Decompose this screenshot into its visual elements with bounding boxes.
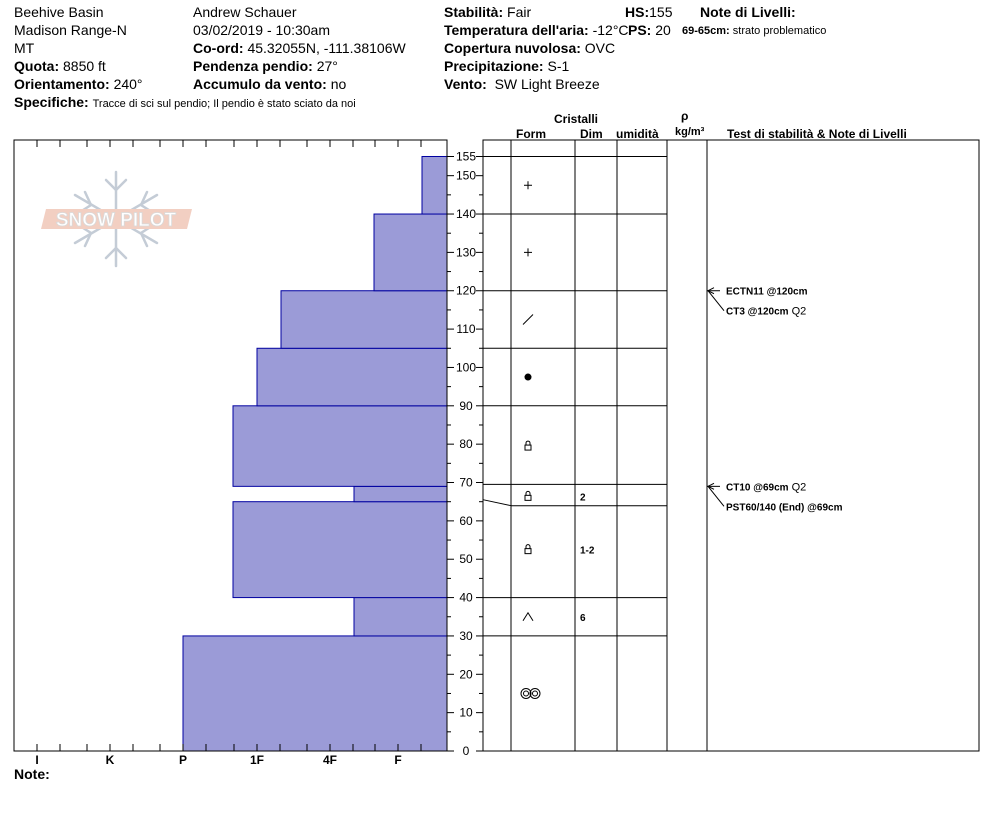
state: MT xyxy=(14,40,35,56)
depth-tick-label: 110 xyxy=(456,322,476,337)
cloud-label: Copertura nuvolosa: xyxy=(444,40,581,56)
precip-value: S-1 xyxy=(547,58,570,74)
caret-icon xyxy=(523,613,533,621)
hardness-label-p: P xyxy=(178,753,188,767)
coord-label: Co-ord: xyxy=(193,40,244,56)
depth-tick-label: 140 xyxy=(455,207,477,222)
grain-size-label: 2 xyxy=(580,492,586,504)
depth-tick-label: 30 xyxy=(459,628,473,643)
hs-value: 155 xyxy=(649,4,673,20)
test-label: CT10 @69cm Q2 xyxy=(726,481,807,494)
hardness-label-i: I xyxy=(35,753,39,767)
layer-boundary-connector xyxy=(483,500,511,506)
depth-tick-label: 100 xyxy=(455,360,477,375)
wind-value: SW Light Breeze xyxy=(494,76,600,92)
hardness-bar xyxy=(257,348,447,406)
depth-tick-label: 130 xyxy=(455,245,477,260)
elevation-label: Quota: xyxy=(14,58,60,74)
tests-header: Test di stabilità & Note di Livelli xyxy=(727,127,907,141)
cloud-value: OVC xyxy=(584,40,616,56)
snowpilot-logo xyxy=(41,209,192,231)
layer-table-frame xyxy=(483,140,979,751)
location: Beehive Basin xyxy=(14,4,104,20)
elevation-value: 8850 ft xyxy=(63,58,106,74)
watermark-text: SNOW PILOT xyxy=(55,210,177,231)
hardness-bar xyxy=(354,598,447,636)
depth-tick-label: 40 xyxy=(459,590,473,605)
note-label: Note: xyxy=(14,766,50,782)
depth-tick-label: 155 xyxy=(455,149,477,164)
air-temp-label: Temperatura dell'aria: xyxy=(444,22,589,38)
test-label: CT3 @120cm Q2 xyxy=(726,305,807,318)
aspect-label: Orientamento: xyxy=(14,76,110,92)
plus-icon xyxy=(524,181,532,189)
stability-value: Fair xyxy=(507,4,532,20)
rings-icon xyxy=(521,688,540,698)
hardness-label-4f: 4F xyxy=(322,753,338,767)
ps-label: PS: xyxy=(628,22,652,38)
depth-tick-label: 80 xyxy=(459,437,473,452)
layer-note-depth: 69-65cm: xyxy=(682,25,730,37)
crystals-header: Cristalli xyxy=(554,112,599,126)
hardness-bar xyxy=(354,486,447,501)
air-temp-value: -12°C xyxy=(592,22,629,38)
wind-load-value: no xyxy=(330,76,347,92)
wind-load-label: Accumulo da vento: xyxy=(193,76,327,92)
hardness-label-k: K xyxy=(105,753,115,767)
test-label: ECTN11 @120cm xyxy=(726,286,808,298)
depth-tick-label: 150 xyxy=(455,168,477,183)
lock-icon xyxy=(525,545,531,554)
hardness-bar xyxy=(233,502,447,598)
depth-tick-label: 0 xyxy=(462,744,470,758)
datetime: 03/02/2019 - 10:30am xyxy=(193,22,330,38)
spec-value: Tracce di sci sul pendio; Il pendio è stato sciato da noi xyxy=(92,98,356,110)
lock-icon xyxy=(525,441,531,450)
dim-header: Dim xyxy=(580,127,603,141)
test-leader-line xyxy=(708,291,724,311)
depth-tick-label: 50 xyxy=(459,552,473,567)
stability-label: Stabilità: xyxy=(444,4,504,20)
wind-label: Vento: xyxy=(444,76,487,92)
test-quality: Q2 xyxy=(788,481,807,494)
hardness-bar xyxy=(233,406,447,487)
depth-tick-label: 70 xyxy=(459,475,473,490)
depth-tick-label: 60 xyxy=(459,513,473,528)
density-unit-header: kg/m³ xyxy=(675,126,705,138)
hardness-bar xyxy=(281,291,447,349)
range: Madison Range-N xyxy=(14,22,127,38)
slash-icon xyxy=(523,315,533,325)
plus-icon xyxy=(524,248,532,256)
depth-tick-label: 90 xyxy=(459,398,473,413)
precip-label: Precipitazione: xyxy=(444,58,544,74)
depth-tick-label: 10 xyxy=(459,705,473,720)
observer: Andrew Schauer xyxy=(193,4,297,20)
aspect-value: 240° xyxy=(113,76,143,92)
hardness-label-1f: 1F xyxy=(249,753,265,767)
hardness-bar xyxy=(374,214,447,291)
rho-header: ρ xyxy=(681,109,689,123)
form-header: Form xyxy=(516,127,546,141)
ps-value: 20 xyxy=(655,22,671,38)
hardness-bar xyxy=(422,156,447,214)
layer-notes-label: Note di Livelli: xyxy=(700,4,796,20)
hardness-label-f: F xyxy=(394,753,402,767)
grain-size-label: 1-2 xyxy=(580,545,595,557)
hs-label: HS: xyxy=(625,4,650,20)
depth-tick-label: 20 xyxy=(459,667,473,682)
coord-value: 45.32055N, -111.38106W xyxy=(247,40,406,56)
layer-note-text: strato problematico xyxy=(732,25,827,37)
grain-size-label: 6 xyxy=(580,612,586,624)
depth-tick-label: 120 xyxy=(455,283,477,298)
dot-icon xyxy=(525,374,532,381)
test-label: PST60/140 (End) @69cm xyxy=(726,502,843,514)
moisture-header: umidità xyxy=(616,127,659,141)
test-leader-line xyxy=(708,486,724,506)
slope-label: Pendenza pendio: xyxy=(193,58,313,74)
test-quality: Q2 xyxy=(788,305,807,318)
slope-value: 27° xyxy=(316,58,338,74)
lock-icon xyxy=(525,491,531,500)
spec-label: Specifiche: xyxy=(14,94,89,110)
hardness-bar xyxy=(183,636,447,751)
